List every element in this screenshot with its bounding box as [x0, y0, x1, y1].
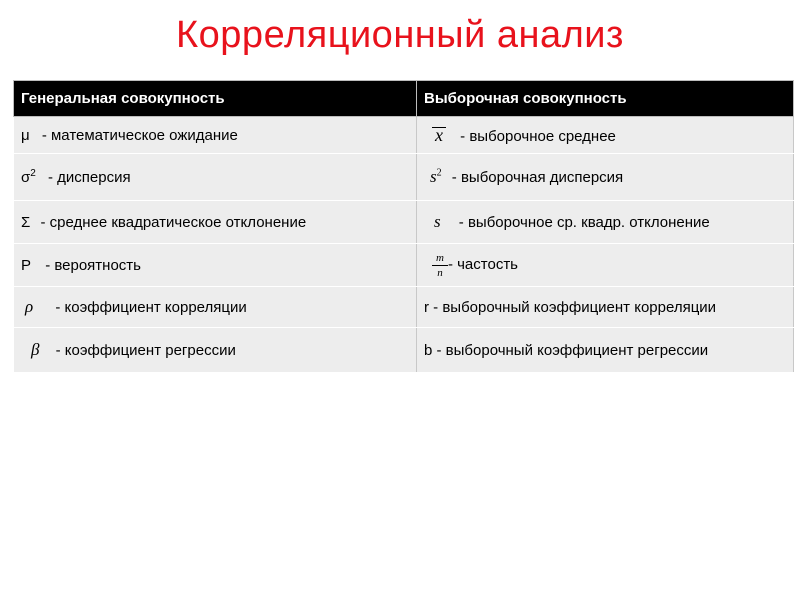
- notation-comparison-table: [13, 80, 794, 373]
- header-general-population: Генеральная совокупность: [14, 81, 417, 117]
- cell-text: - частость: [447, 255, 519, 273]
- beta-symbol: β: [31, 340, 40, 359]
- symbol-base: σ: [21, 168, 31, 186]
- table-row: [14, 244, 794, 287]
- cell-general-correlation: [14, 287, 417, 328]
- table-header-row: [14, 81, 794, 117]
- cell-text: - дисперсия: [48, 168, 131, 186]
- cell-general-std: [14, 201, 417, 244]
- slide-title: Корреляционный анализ: [176, 14, 624, 56]
- s-symbol: s: [434, 212, 441, 231]
- cell-text: - коэффициент регрессии: [55, 342, 236, 359]
- cell-sample-correlation: [417, 287, 794, 328]
- x-bar-symbol: x: [432, 125, 446, 146]
- table-row: [14, 328, 794, 373]
- cell-sample-mean: [417, 117, 794, 154]
- rho-symbol: ρ: [25, 297, 34, 316]
- fraction-denominator: n: [437, 266, 443, 279]
- cell-sample-regression: [417, 328, 794, 373]
- cell-sample-std: [417, 201, 794, 244]
- p-symbol: Р: [21, 256, 32, 274]
- table-row: [14, 117, 794, 154]
- cell-sample-frequency: [417, 244, 794, 287]
- table-row: [14, 287, 794, 328]
- cell-text: - выборочное ср. квадр. отклонение: [458, 214, 710, 231]
- header-sample-population: Выборочная совокупность: [417, 81, 794, 117]
- s-squared-symbol: [430, 167, 442, 187]
- cell-text: - вероятность: [45, 256, 141, 274]
- cell-general-variance: [14, 154, 417, 201]
- cell-text: b - выборочный коэффициент регрессии: [424, 341, 709, 359]
- cell-text: r - выборочный коэффициент корреляции: [424, 298, 717, 316]
- cell-general-mean: [14, 117, 417, 154]
- capital-sigma-symbol: Σ: [21, 213, 31, 231]
- symbol-base: s: [430, 167, 437, 186]
- m-over-n-fraction: [432, 252, 448, 279]
- exponent: 2: [436, 167, 442, 179]
- cell-general-probability: [14, 244, 417, 287]
- cell-sample-variance: [417, 154, 794, 201]
- cell-text: - коэффициент корреляции: [55, 299, 247, 316]
- mu-symbol: μ: [21, 126, 30, 144]
- cell-text: - выборочное среднее: [460, 127, 616, 145]
- table-row: [14, 154, 794, 201]
- cell-text: - математическое ожидание: [41, 126, 238, 144]
- cell-general-regression: [14, 328, 417, 373]
- fraction-numerator: m: [432, 252, 448, 266]
- exponent: 2: [30, 167, 36, 179]
- table-row: [14, 201, 794, 244]
- sigma-symbol: [21, 169, 36, 186]
- cell-text: - выборочная дисперсия: [451, 169, 624, 186]
- cell-text: - среднее квадратическое отклонение: [40, 213, 307, 231]
